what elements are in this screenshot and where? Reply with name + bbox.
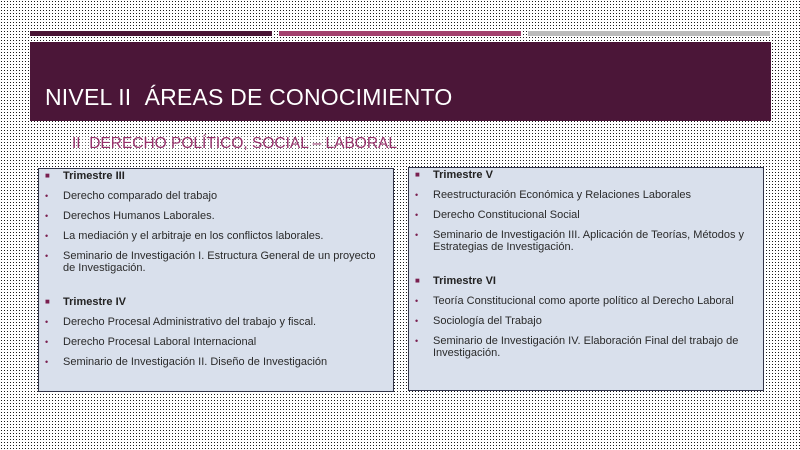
list-item-text: Derecho Procesal Laboral Internacional bbox=[63, 336, 257, 348]
trimestre-iii-heading bbox=[45, 170, 385, 182]
accent-bar-dark bbox=[30, 31, 272, 36]
heading-text: Trimestre IV bbox=[63, 296, 126, 308]
list-item bbox=[45, 230, 385, 242]
left-content-box bbox=[38, 168, 394, 392]
list-item-text: Reestructuración Económica y Relaciones Laborales bbox=[433, 189, 692, 201]
list-item bbox=[415, 315, 755, 327]
list-item-text: Seminario de Investigación IV. Elaboración Final del trabajo de Investigación. bbox=[433, 335, 739, 359]
heading-text: Trimestre V bbox=[433, 169, 493, 181]
list-item-text: Derecho comparado del trabajo bbox=[63, 190, 218, 202]
slide-title: NIVEL II ÁREAS DE CONOCIMIENTO bbox=[45, 84, 453, 110]
bullet-icon: • bbox=[415, 336, 419, 346]
list-item bbox=[415, 209, 755, 221]
list-item bbox=[415, 335, 755, 359]
list-item-text: Seminario de Investigación I. Estructura General de un proyecto de Investigación. bbox=[63, 250, 376, 274]
list-item-text: Teoría Constitucional como aporte político al Derecho Laboral bbox=[433, 295, 734, 307]
list-item bbox=[415, 295, 755, 307]
list-item-text: Seminario de Investigación III. Aplicación de Teorías, Métodos y Estrategias de Investigación. bbox=[433, 229, 745, 253]
list-item-text: Sociología del Trabajo bbox=[433, 315, 542, 327]
list-item bbox=[45, 250, 385, 274]
bullet-icon: • bbox=[45, 231, 49, 241]
list-item bbox=[45, 316, 385, 328]
bullet-icon: • bbox=[45, 191, 49, 201]
bullet-icon: • bbox=[415, 316, 419, 326]
square-bullet-icon: ■ bbox=[415, 170, 420, 179]
list-item bbox=[415, 189, 755, 201]
square-bullet-icon: ■ bbox=[415, 276, 420, 285]
list-item-text: Derechos Humanos Laborales. bbox=[63, 210, 215, 222]
accent-bar-magenta bbox=[279, 31, 521, 36]
square-bullet-icon: ■ bbox=[45, 297, 50, 306]
list-item-text: Seminario de Investigación II. Diseño de Investigación bbox=[63, 356, 328, 368]
list-item-text: Derecho Constitucional Social bbox=[433, 209, 580, 221]
list-item bbox=[45, 356, 385, 368]
bullet-icon: • bbox=[415, 210, 419, 220]
heading-text: Trimestre VI bbox=[433, 275, 496, 287]
bullet-icon: • bbox=[415, 296, 419, 306]
list-item-text: Derecho Procesal Administrativo del trabajo y fiscal. bbox=[63, 316, 317, 328]
list-item bbox=[45, 336, 385, 348]
bullet-icon: • bbox=[45, 337, 49, 347]
bullet-icon: • bbox=[415, 230, 419, 240]
list-item bbox=[415, 229, 755, 253]
bullet-icon: • bbox=[45, 211, 49, 221]
slide-subtitle: II DERECHO POLÍTICO, SOCIAL – LABORAL bbox=[72, 135, 398, 152]
heading-text: Trimestre III bbox=[63, 170, 125, 182]
accent-bar-gray bbox=[528, 31, 770, 36]
bullet-icon: • bbox=[45, 357, 49, 367]
list-item bbox=[45, 190, 385, 202]
title-band bbox=[30, 42, 771, 121]
trimestre-iv-heading bbox=[45, 296, 385, 308]
trimestre-vi-heading bbox=[415, 275, 755, 287]
trimestre-v-heading bbox=[415, 169, 755, 181]
list-item-text: La mediación y el arbitraje en los conflictos laborales. bbox=[63, 230, 324, 242]
right-content-box bbox=[408, 167, 764, 391]
bullet-icon: • bbox=[45, 317, 49, 327]
bullet-icon: • bbox=[45, 251, 49, 261]
list-item bbox=[45, 210, 385, 222]
bullet-icon: • bbox=[415, 190, 419, 200]
square-bullet-icon: ■ bbox=[45, 171, 50, 180]
